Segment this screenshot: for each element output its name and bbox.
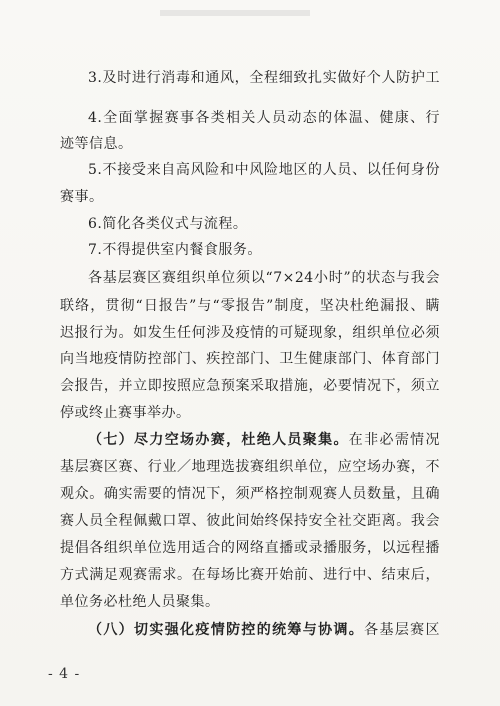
para-6: 6.简化各类仪式与流程。 <box>88 216 248 232</box>
para-4-line-2: 迹等信息。 <box>60 136 133 152</box>
reporting-line-4: 向当地疫情防控部门、疾控部门、卫生健康部门、体育部门 <box>60 351 440 367</box>
section-7-line-1-rest: 在非必需情况 <box>348 432 440 448</box>
reporting-line-5: 会报告，并立即按照应急预案采取措施，必要情况下，须立 <box>60 378 440 394</box>
section-8-line-1 <box>88 620 440 640</box>
para-7: 7.不得提供室内餐食服务。 <box>88 242 262 258</box>
para-5-line-1: 5.不接受来自高风险和中风险地区的人员、以任何身份 <box>88 162 440 178</box>
reporting-line-6: 停或终止赛事举办。 <box>60 405 191 421</box>
page-number: - 4 - <box>48 666 81 682</box>
section-7-line-7: 单位务必杜绝人员聚集。 <box>60 594 220 610</box>
section-7-line-2: 基层赛区赛、行业／地理选拔赛组织单位，应空场办赛，不 <box>60 459 440 475</box>
section-7-line-3: 观众。确实需要的情况下，须严格控制观赛人员数量，且确 <box>60 486 440 502</box>
section-7-heading: （七）尽力空场办赛，杜绝人员聚集。 <box>88 432 349 448</box>
reporting-line-3: 迟报行为。如发生任何涉及疫情的可疑现象，组织单位必须 <box>60 325 440 341</box>
para-5-line-2: 赛事。 <box>60 189 104 205</box>
section-7-line-5: 提倡各组织单位选用适合的网络直播或录播服务，以远程播 <box>60 540 440 556</box>
reporting-line-1: 各基层赛区赛组织单位须以“7×24小时”的状态与我会 <box>88 270 440 286</box>
section-8-line-1-rest: 各基层赛区 <box>364 622 440 638</box>
section-7-line-6: 方式满足观赛需求。在每场比赛开始前、进行中、结束后， <box>60 567 440 583</box>
section-7-line-1 <box>88 430 440 450</box>
para-4-line-1: 4.全面掌握赛事各类相关人员动态的体温、健康、行 <box>88 110 440 126</box>
section-7-line-4: 赛人员全程佩戴口罩、彼此间始终保持安全社交距离。我会 <box>60 513 440 529</box>
faint-header-mark <box>160 6 310 20</box>
reporting-line-2: 联络，贯彻“日报告”与“零报告”制度，坚决杜绝漏报、瞒 <box>60 298 440 314</box>
section-8-heading: （八）切实强化疫情防控的统筹与协调。 <box>88 622 365 638</box>
para-3: 3.及时进行消毒和通风，全程细致扎实做好个人防护工 <box>88 70 440 86</box>
